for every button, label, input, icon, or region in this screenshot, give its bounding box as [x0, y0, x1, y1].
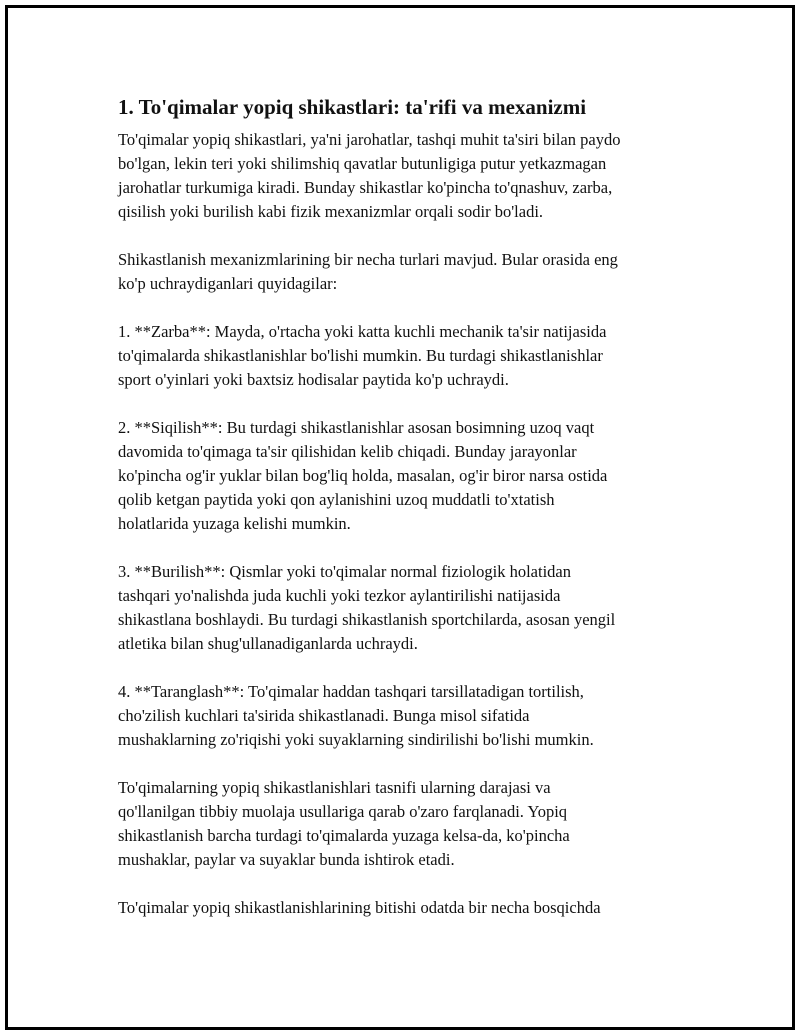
- text-line: shikastlana boshlaydi. Bu turdagi shikastlanish sportchilarda, asosan yengil: [118, 610, 616, 629]
- paragraph-healing: [118, 896, 698, 920]
- text-line: 3. **Burilish**: Qismlar yoki to'qimalar normal fiziologik holatidan: [118, 562, 571, 581]
- text-line: bo'lgan, lekin teri yoki shilimshiq qavatlar butunligiga putur yetkazmagan: [118, 154, 607, 173]
- text-line: To'qimalar yopiq shikastlanishlarining bitishi odatda bir necha bosqichda: [118, 898, 601, 917]
- paragraph-item-siqilish: [118, 416, 698, 536]
- text-line: qo'llanilgan tibbiy muolaja usullariga qarab o'zaro farqlanadi. Yopiq: [118, 802, 568, 821]
- text-line: ko'pincha og'ir yuklar bilan bog'liq holda, masalan, og'ir biror narsa ostida: [118, 466, 608, 485]
- text-line: holatlarida yuzaga kelishi mumkin.: [118, 514, 351, 533]
- text-line: 2. **Siqilish**: Bu turdagi shikastlanishlar asosan bosimning uzoq vaqt: [118, 418, 595, 437]
- document-title: 1. To'qimalar yopiq shikastlari: ta'rifi va mexanizmi: [118, 95, 587, 119]
- document-body: [118, 93, 698, 944]
- text-line: qolib ketgan paytida yoki qon aylanishini uzoq muddatli to'xtatish: [118, 490, 555, 509]
- text-line: qisilish yoki burilish kabi fizik mexanizmlar orqali sodir bo'ladi.: [118, 202, 544, 221]
- text-line: mushaklarning zo'riqishi yoki suyaklarning sindirilishi bo'lishi mumkin.: [118, 730, 594, 749]
- text-line: ko'p uchraydiganlari quyidagilar:: [118, 274, 338, 293]
- paragraph-classification: [118, 776, 698, 872]
- paragraph-item-zarba: [118, 320, 698, 392]
- text-line: to'qimalarda shikastlanishlar bo'lishi mumkin. Bu turdagi shikastlanishlar: [118, 346, 603, 365]
- text-line: davomida to'qimaga ta'sir qilishidan kelib chiqadi. Bunday jarayonlar: [118, 442, 577, 461]
- paragraph-intro: [118, 128, 698, 224]
- text-line: jarohatlar turkumiga kiradi. Bunday shikastlar ko'pincha to'qnashuv, zarba,: [118, 178, 613, 197]
- text-line: Shikastlanish mexanizmlarining bir necha turlari mavjud. Bular orasida eng: [118, 250, 618, 269]
- paragraph-mechanisms-intro: [118, 248, 698, 296]
- text-line: tashqari yo'nalishda juda kuchli yoki tezkor aylantirilishi natijasida: [118, 586, 561, 605]
- text-line: shikastlanish barcha turdagi to'qimalarda yuzaga kelsa-da, ko'pincha: [118, 826, 570, 845]
- paragraph-item-burilish: [118, 560, 698, 656]
- text-line: sport o'yinlari yoki baxtsiz hodisalar paytida ko'p uchraydi.: [118, 370, 509, 389]
- text-line: cho'zilish kuchlari ta'sirida shikastlanadi. Bunga misol sifatida: [118, 706, 530, 725]
- paragraph-item-taranglash: [118, 680, 698, 752]
- text-line: 4. **Taranglash**: To'qimalar haddan tashqari tarsillatadigan tortilish,: [118, 682, 584, 701]
- text-line: To'qimalarning yopiq shikastlanishlari tasnifi ularning darajasi va: [118, 778, 551, 797]
- text-line: To'qimalar yopiq shikastlari, ya'ni jarohatlar, tashqi muhit ta'siri bilan paydo: [118, 130, 621, 149]
- text-line: mushaklar, paylar va suyaklar bunda ishtirok etadi.: [118, 850, 455, 869]
- text-line: 1. **Zarba**: Mayda, o'rtacha yoki katta kuchli mechanik ta'sir natijasida: [118, 322, 607, 341]
- text-line: atletika bilan shug'ullanadiganlarda uchraydi.: [118, 634, 418, 653]
